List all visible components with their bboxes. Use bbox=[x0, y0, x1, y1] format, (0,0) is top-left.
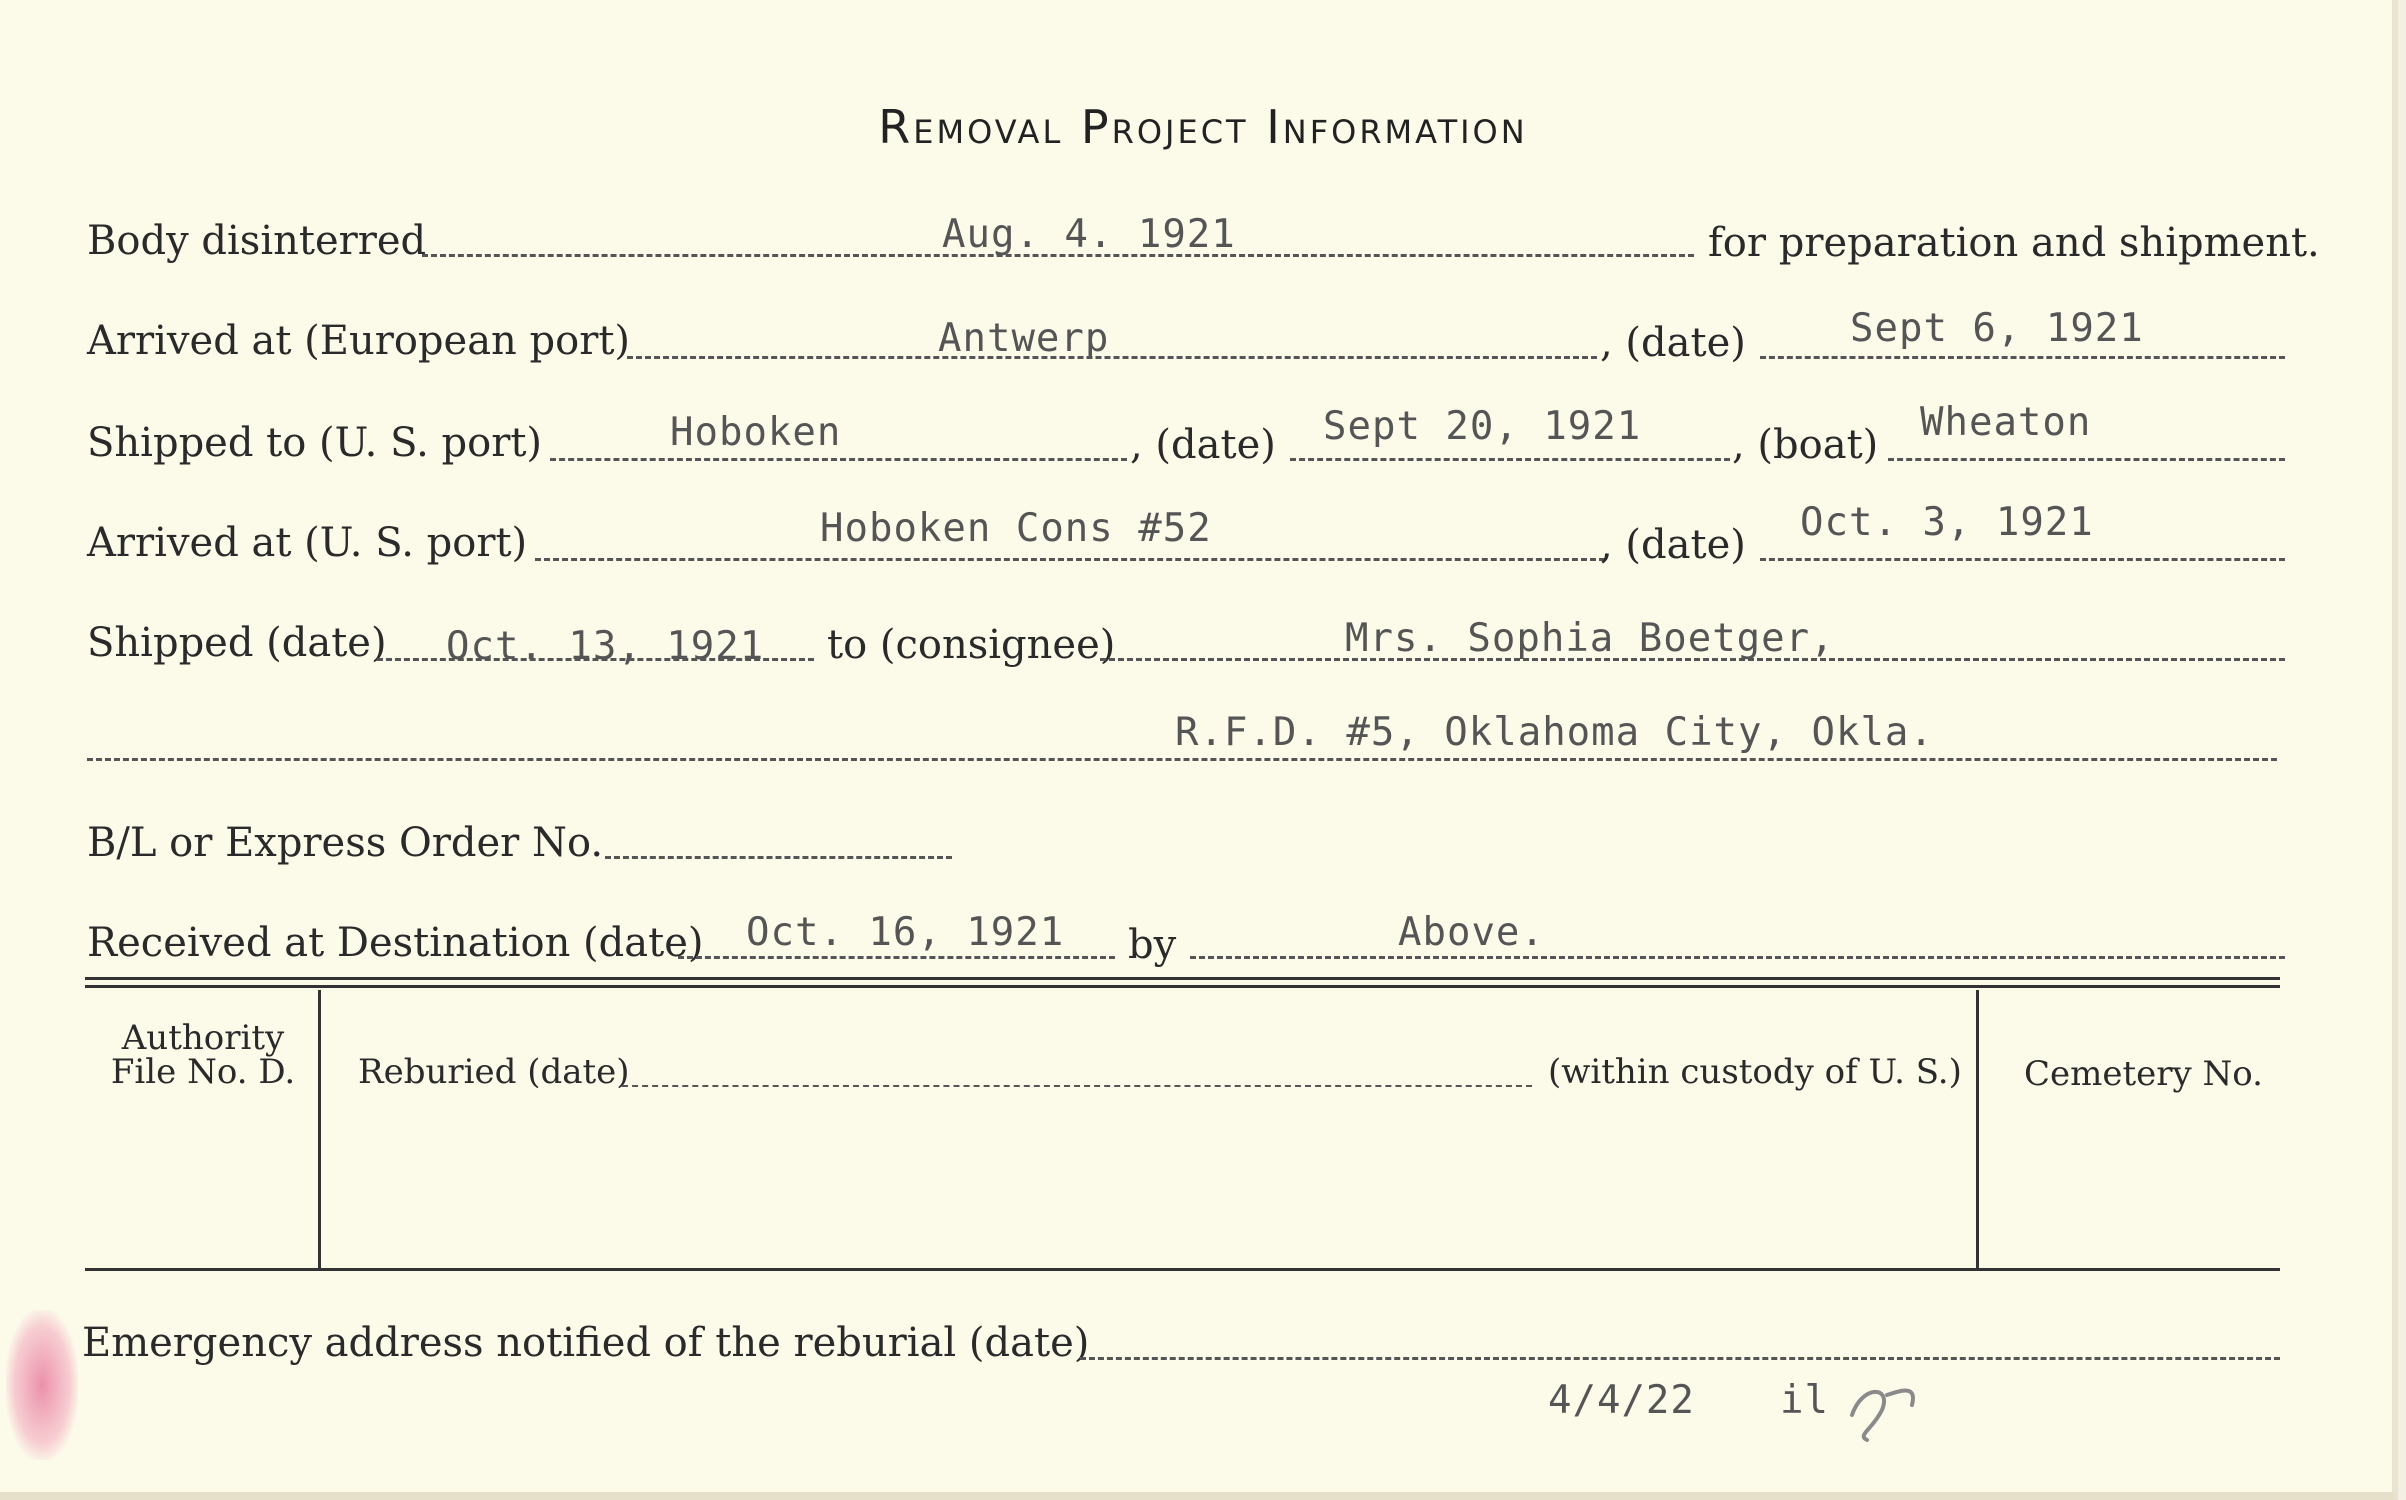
cemetery-label: Cemetery No. bbox=[2024, 1054, 2263, 1094]
shipped-us-port-line bbox=[550, 458, 1127, 461]
shipped-us-port-label: Shipped to (U. S. port) bbox=[87, 420, 542, 466]
received-by-label: by bbox=[1128, 922, 1177, 968]
arrived-us-port-value: Hoboken Cons #52 bbox=[820, 506, 1212, 551]
bl-order-line bbox=[605, 856, 952, 859]
european-port-date-value: Sept 6, 1921 bbox=[1850, 306, 2144, 351]
handwritten-mark-icon bbox=[1842, 1375, 1922, 1445]
reburied-label: Reburied (date) bbox=[358, 1052, 630, 1092]
shipped-us-port-date-value: Sept 20, 1921 bbox=[1323, 404, 1642, 449]
file-no-label: File No. D. bbox=[110, 1052, 296, 1092]
european-port-line bbox=[627, 356, 1597, 359]
received-date-value: Oct. 16, 1921 bbox=[746, 910, 1065, 955]
authority-label: Authority bbox=[121, 1018, 285, 1058]
european-port-label: Arrived at (European port) bbox=[87, 318, 631, 364]
consignee-address: R.F.D. #5, Oklahoma City, Okla. bbox=[1175, 710, 1934, 755]
consignee-value: Mrs. Sophia Boetger, bbox=[1345, 616, 1835, 661]
arrived-us-port-date-label: , (date) bbox=[1600, 522, 1746, 568]
table-bottom-rule bbox=[85, 1268, 2280, 1271]
shipped-date-label: Shipped (date) bbox=[87, 620, 387, 666]
received-by-value: Above. bbox=[1398, 910, 1545, 955]
body-disinterred-label: Body disinterred bbox=[87, 218, 427, 264]
arrived-us-port-date-value: Oct. 3, 1921 bbox=[1800, 500, 2094, 545]
table-top-rule-2 bbox=[85, 985, 2280, 988]
shipped-us-port-date-label: , (date) bbox=[1130, 422, 1276, 468]
footer-initials: il bbox=[1780, 1378, 1829, 1423]
table-top-rule-1 bbox=[85, 977, 2280, 980]
shipped-us-port-boat-value: Wheaton bbox=[1920, 400, 2092, 445]
emergency-line bbox=[1080, 1357, 2280, 1360]
european-port-value: Antwerp bbox=[938, 316, 1110, 361]
preparation-shipment-label: for preparation and shipment. bbox=[1708, 220, 2320, 266]
shipped-date-value: Oct. 13, 1921 bbox=[446, 624, 765, 669]
european-port-date-line bbox=[1760, 356, 2285, 359]
consignee-label: to (consignee) bbox=[827, 622, 1116, 668]
received-by-line bbox=[1190, 956, 2285, 959]
arrived-us-port-date-line bbox=[1760, 558, 2285, 561]
shipped-us-port-boat-label: , (boat) bbox=[1732, 422, 1879, 468]
body-disinterred-value: Aug. 4. 1921 bbox=[942, 212, 1236, 257]
shipped-us-port-date-line bbox=[1290, 458, 1730, 461]
table-divider-left bbox=[318, 990, 321, 1268]
shipped-us-port-boat-line bbox=[1888, 458, 2285, 461]
arrived-us-port-label: Arrived at (U. S. port) bbox=[87, 520, 528, 566]
pink-stamp-mark bbox=[6, 1310, 78, 1460]
arrived-us-port-line bbox=[535, 558, 1605, 561]
custody-label: (within custody of U. S.) bbox=[1548, 1052, 1962, 1092]
shipped-us-port-value: Hoboken bbox=[670, 410, 842, 455]
received-date-line bbox=[678, 956, 1115, 959]
address-line bbox=[87, 758, 2277, 761]
bl-order-label: B/L or Express Order No. bbox=[87, 820, 604, 866]
table-divider-right bbox=[1976, 990, 1979, 1268]
received-label: Received at Destination (date) bbox=[87, 920, 704, 966]
european-port-date-label: , (date) bbox=[1600, 320, 1746, 366]
footer-date: 4/4/22 bbox=[1548, 1378, 1695, 1423]
emergency-label: Emergency address notified of the reburial (date) bbox=[82, 1320, 1090, 1366]
reburied-line bbox=[622, 1085, 1532, 1087]
form-title: Removal Project Information bbox=[878, 100, 1528, 154]
